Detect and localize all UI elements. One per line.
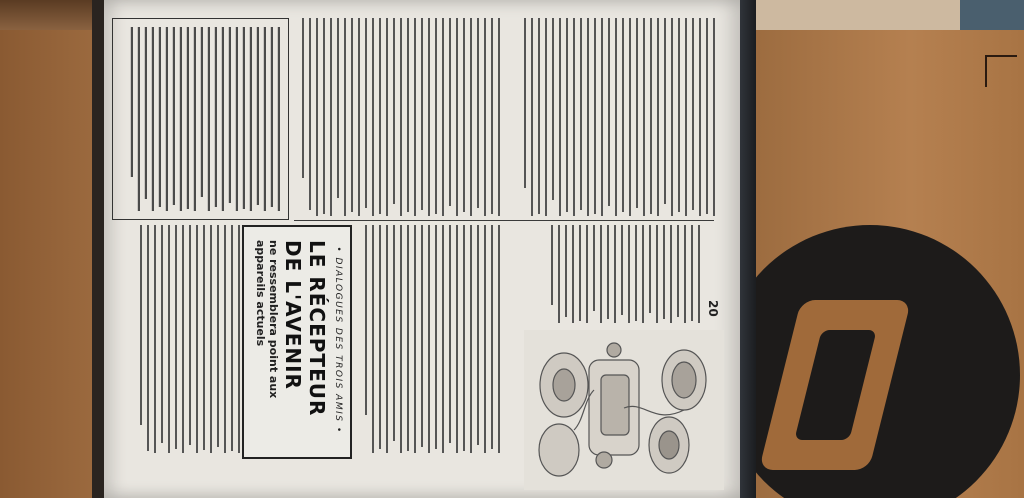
intro-paragraph bbox=[114, 225, 244, 455]
page-number: 20 bbox=[706, 300, 720, 317]
headline-line-2: DE L'AVENIR bbox=[281, 240, 305, 390]
box-corner-mark bbox=[985, 55, 1017, 87]
shelf-object-blue bbox=[960, 0, 1024, 30]
column-rule bbox=[294, 220, 714, 221]
intro-text-lines bbox=[113, 19, 288, 219]
intro-box bbox=[112, 18, 289, 220]
text-column-3 bbox=[359, 225, 504, 455]
series-label: • DIALOGUES DES TROIS AMIS • bbox=[333, 246, 343, 434]
headline-line-1: LE RÉCEPTEUR bbox=[305, 240, 329, 417]
text-column-4 bbox=[514, 18, 719, 218]
text-column-5 bbox=[514, 225, 704, 325]
page-content bbox=[104, 0, 744, 498]
text-column-2 bbox=[294, 18, 504, 218]
headline-subtitle: ne ressemblera point aux appareils actuels bbox=[254, 240, 280, 399]
receiver-illustration bbox=[524, 330, 724, 490]
